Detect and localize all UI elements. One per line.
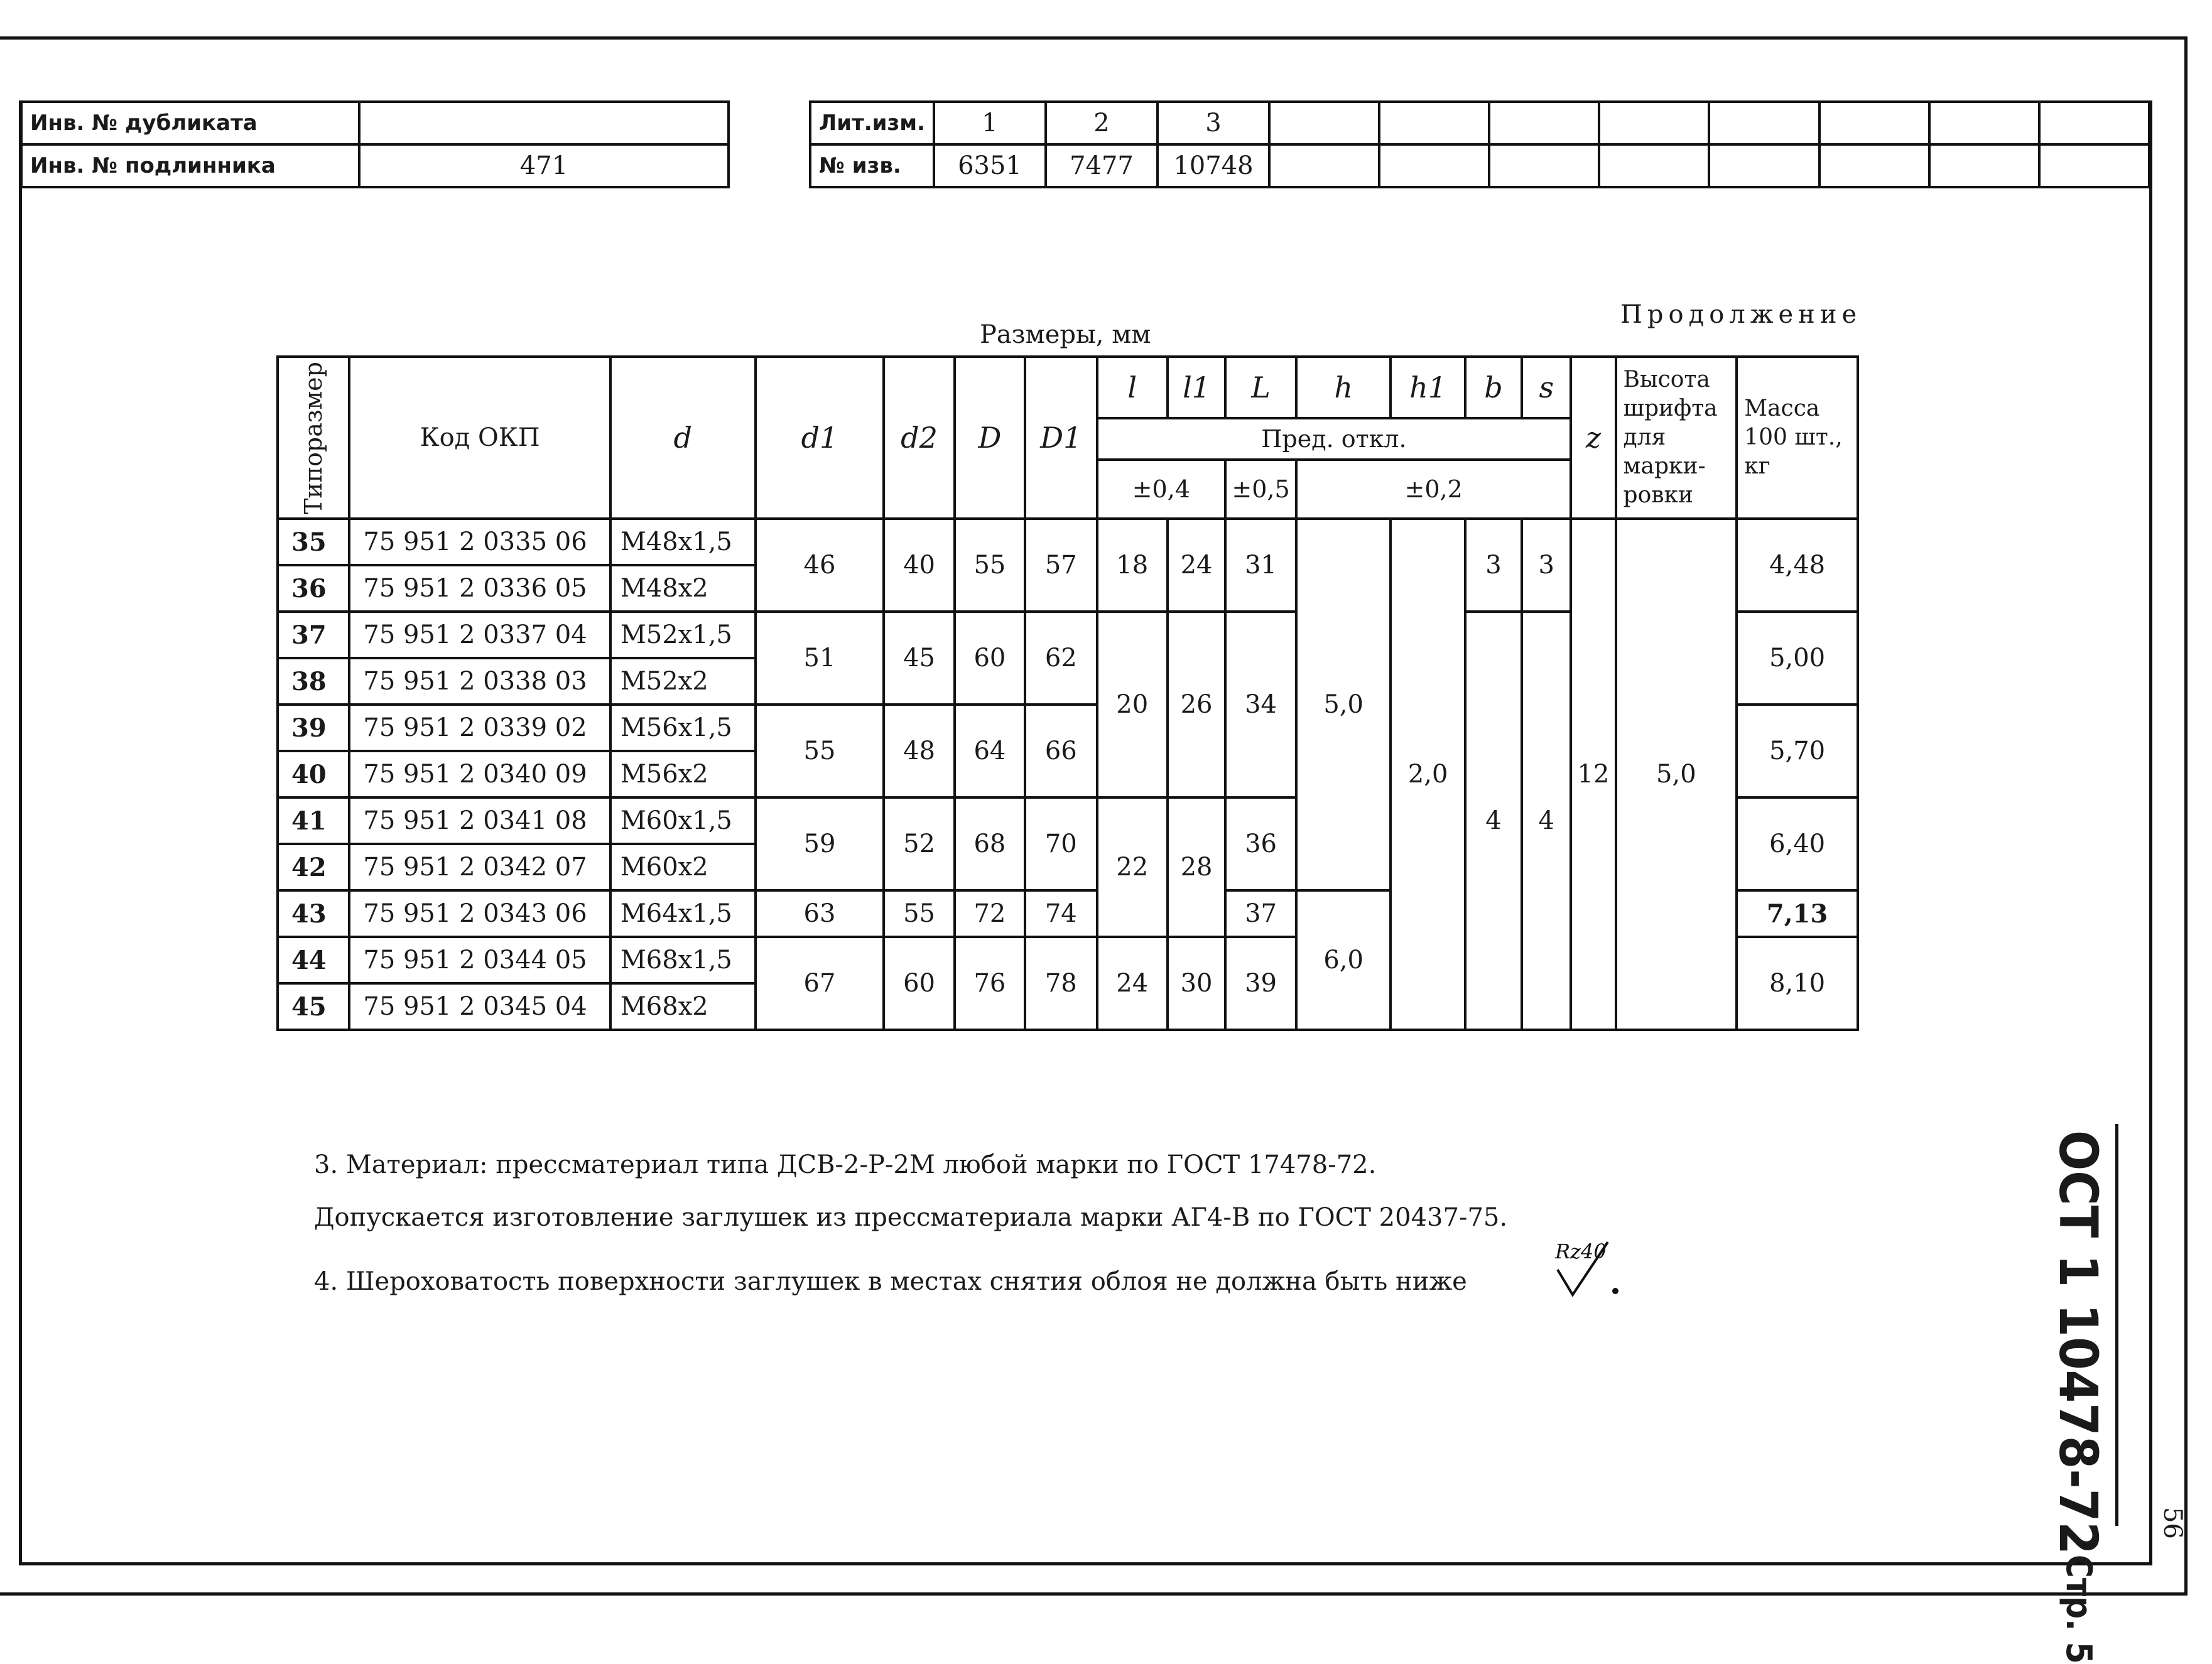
- notice-empty: [2039, 144, 2149, 187]
- header-h1: h1: [1391, 357, 1465, 418]
- notice-empty: [1269, 144, 1379, 187]
- cell-h: 5,0: [1296, 519, 1391, 890]
- frame-top-line: [0, 36, 2186, 40]
- cell-D: 60: [955, 612, 1025, 705]
- header-pred-otkl: Пред. откл.: [1097, 418, 1571, 460]
- okp-code: 75 951 2 0335 06: [349, 519, 610, 565]
- revision-empty: [1929, 102, 2039, 144]
- cell-d1: 63: [756, 890, 884, 937]
- notice-1: 6351: [934, 144, 1046, 187]
- cell-D1: 57: [1025, 519, 1097, 612]
- row-number: 38: [278, 658, 349, 705]
- thread: М68х1,5: [610, 937, 756, 983]
- notice-empty: [1709, 144, 1819, 187]
- cell-L: 31: [1225, 519, 1296, 612]
- dimensions-table: [276, 355, 1859, 1031]
- cell-mass: 5,70: [1737, 705, 1858, 797]
- original-inv-label: Инв. № подлинника: [21, 144, 359, 187]
- thread: М60х1,5: [610, 797, 756, 844]
- row-number: 40: [278, 751, 349, 797]
- revision-empty: [2039, 102, 2149, 144]
- row-number: 44: [278, 937, 349, 983]
- cell-d1: 46: [756, 519, 884, 612]
- cell-d2: 45: [884, 612, 954, 705]
- revision-empty: [1819, 102, 1929, 144]
- row-number: 43: [278, 890, 349, 937]
- cell-d1: 59: [756, 797, 884, 890]
- thread: М56х2: [610, 751, 756, 797]
- notice-empty: [1489, 144, 1599, 187]
- header-s: s: [1522, 357, 1571, 418]
- okp-code: 75 951 2 0338 03: [349, 658, 610, 705]
- revision-empty: [1489, 102, 1599, 144]
- roughness-value: Rz40: [1555, 1240, 1607, 1263]
- row-number: 41: [278, 797, 349, 844]
- okp-code: 75 951 2 0340 09: [349, 751, 610, 797]
- original-inv-value: 471: [359, 144, 729, 187]
- duplicate-inv-label: Инв. № дубликата: [21, 102, 359, 144]
- cell-font-height: 5,0: [1616, 519, 1737, 1030]
- note-3-line2: Допускается изготовление заглушек из прессматериала марки АГ4-В по ГОСТ 20437-75.: [314, 1203, 1508, 1232]
- cell-l: 20: [1097, 612, 1168, 797]
- revision-label: Лит.изм.: [810, 102, 934, 144]
- standard-number: ОСТ 1 10478-72: [2047, 1130, 2109, 1555]
- cell-mass: 7,13: [1737, 890, 1858, 937]
- cell-D: 68: [955, 797, 1025, 890]
- frame-bottom-line: [0, 1592, 2188, 1596]
- roughness-symbol: [1553, 1237, 1628, 1300]
- cell-D1: 70: [1025, 797, 1097, 890]
- sheet-number: 56: [2158, 1507, 2187, 1539]
- okp-code: 75 951 2 0342 07: [349, 844, 610, 890]
- cell-mass: 4,48: [1737, 519, 1858, 612]
- header-tol-L: ±0,5: [1225, 460, 1296, 519]
- cell-L: 34: [1225, 612, 1296, 797]
- okp-code: 75 951 2 0337 04: [349, 612, 610, 658]
- cell-d1: 55: [756, 705, 884, 797]
- thread: М52х2: [610, 658, 756, 705]
- thread: М64х1,5: [610, 890, 756, 937]
- header-l1: l1: [1168, 357, 1225, 418]
- notice-3: 10748: [1158, 144, 1269, 187]
- revision-empty: [1709, 102, 1819, 144]
- cell-mass: 8,10: [1737, 937, 1858, 1030]
- cell-L: 39: [1225, 937, 1296, 1030]
- cell-l1: 26: [1168, 612, 1225, 797]
- revision-empty: [1379, 102, 1489, 144]
- standard-underline: [2115, 1124, 2118, 1526]
- cell-s: 4: [1522, 612, 1571, 1030]
- okp-code: 75 951 2 0339 02: [349, 705, 610, 751]
- thread: М48х1,5: [610, 519, 756, 565]
- notice-label: № изв.: [810, 144, 934, 187]
- continuation-label: Продолжение: [1620, 300, 1862, 329]
- revision-empty: [1269, 102, 1379, 144]
- standard-designation: [2047, 1130, 2109, 1664]
- revision-3: 3: [1158, 102, 1269, 144]
- header-b: b: [1465, 357, 1522, 418]
- cell-L: 36: [1225, 797, 1296, 890]
- header-code: Код ОКП: [349, 357, 610, 519]
- cell-L: 37: [1225, 890, 1296, 937]
- row-number: 36: [278, 565, 349, 612]
- row-number: 45: [278, 983, 349, 1030]
- cell-l1: 30: [1168, 937, 1225, 1030]
- header-d: d: [610, 357, 756, 519]
- cell-D1: 66: [1025, 705, 1097, 797]
- header-l: l: [1097, 357, 1168, 418]
- duplicate-inv-value: [359, 102, 729, 144]
- revision-2: 2: [1046, 102, 1158, 144]
- revision-stamp: [809, 100, 2150, 188]
- table-row: [278, 519, 1858, 565]
- cell-mass: 6,40: [1737, 797, 1858, 890]
- okp-code: 75 951 2 0336 05: [349, 565, 610, 612]
- header-h: h: [1296, 357, 1391, 418]
- cell-D1: 78: [1025, 937, 1097, 1030]
- cell-mass: 5,00: [1737, 612, 1858, 705]
- cell-D: 76: [955, 937, 1025, 1030]
- sizes-caption: Размеры, мм: [980, 320, 1151, 349]
- header-D1: D1: [1025, 357, 1097, 519]
- notice-2: 7477: [1046, 144, 1158, 187]
- roughness-check-icon: [1553, 1237, 1628, 1300]
- header-z: z: [1571, 357, 1615, 519]
- row-number: 35: [278, 519, 349, 565]
- cell-l: 24: [1097, 937, 1168, 1030]
- row-number: 37: [278, 612, 349, 658]
- header-tol-h: ±0,2: [1296, 460, 1571, 519]
- frame-right-line: [2184, 36, 2188, 1594]
- cell-h1: 2,0: [1391, 519, 1465, 1030]
- cell-l1: 28: [1168, 797, 1225, 937]
- cell-h: 6,0: [1296, 890, 1391, 1030]
- note-3-line1: 3. Материал: прессматериал типа ДСВ-2-Р-2М любой марки по ГОСТ 17478-72.: [314, 1150, 1377, 1179]
- cell-b: 3: [1465, 519, 1522, 612]
- page-number: Стр. 5: [2058, 1554, 2099, 1664]
- inner-frame-right: [2149, 100, 2152, 1564]
- header-tiporazmer: [278, 357, 349, 519]
- cell-l1: 24: [1168, 519, 1225, 612]
- row-number: 42: [278, 844, 349, 890]
- cell-d2: 48: [884, 705, 954, 797]
- inner-frame-left: [19, 100, 22, 1564]
- okp-code: 75 951 2 0343 06: [349, 890, 610, 937]
- notice-empty: [1819, 144, 1929, 187]
- thread: М60х2: [610, 844, 756, 890]
- thread: М56х1,5: [610, 705, 756, 751]
- cell-D: 55: [955, 519, 1025, 612]
- cell-d1: 51: [756, 612, 884, 705]
- cell-d2: 52: [884, 797, 954, 890]
- cell-D1: 74: [1025, 890, 1097, 937]
- header-d1: d1: [756, 357, 884, 519]
- cell-d1: 67: [756, 937, 884, 1030]
- header-d2: d2: [884, 357, 954, 519]
- header-tiporazmer-text: Типоразмер: [300, 361, 328, 514]
- cell-l: 18: [1097, 519, 1168, 612]
- header-tol-l: ±0,4: [1097, 460, 1226, 519]
- okp-code: 75 951 2 0344 05: [349, 937, 610, 983]
- header-mass: Масса 100 шт., кг: [1737, 357, 1858, 519]
- header-L: L: [1225, 357, 1296, 418]
- notice-empty: [1599, 144, 1709, 187]
- cell-d2: 55: [884, 890, 954, 937]
- note-4: 4. Шероховатость поверхности заглушек в местах снятия облоя не должна быть ниже: [314, 1267, 1467, 1296]
- thread: М52х1,5: [610, 612, 756, 658]
- cell-s: 3: [1522, 519, 1571, 612]
- cell-d2: 40: [884, 519, 954, 612]
- header-D: D: [955, 357, 1025, 519]
- cell-D: 72: [955, 890, 1025, 937]
- cell-D1: 62: [1025, 612, 1097, 705]
- cell-d2: 60: [884, 937, 954, 1030]
- okp-code: 75 951 2 0345 04: [349, 983, 610, 1030]
- row-number: 39: [278, 705, 349, 751]
- header-font-height: Высота шрифта для марки- ровки: [1616, 357, 1737, 519]
- notice-empty: [1379, 144, 1489, 187]
- inner-frame-bottom: [19, 1562, 2152, 1565]
- revision-1: 1: [934, 102, 1046, 144]
- inventory-stamp: [20, 100, 730, 188]
- thread: М48х2: [610, 565, 756, 612]
- cell-D: 64: [955, 705, 1025, 797]
- okp-code: 75 951 2 0341 08: [349, 797, 610, 844]
- thread: М68х2: [610, 983, 756, 1030]
- cell-z: 12: [1571, 519, 1615, 1030]
- notice-empty: [1929, 144, 2039, 187]
- revision-empty: [1599, 102, 1709, 144]
- cell-l: 22: [1097, 797, 1168, 937]
- cell-b: 4: [1465, 612, 1522, 1030]
